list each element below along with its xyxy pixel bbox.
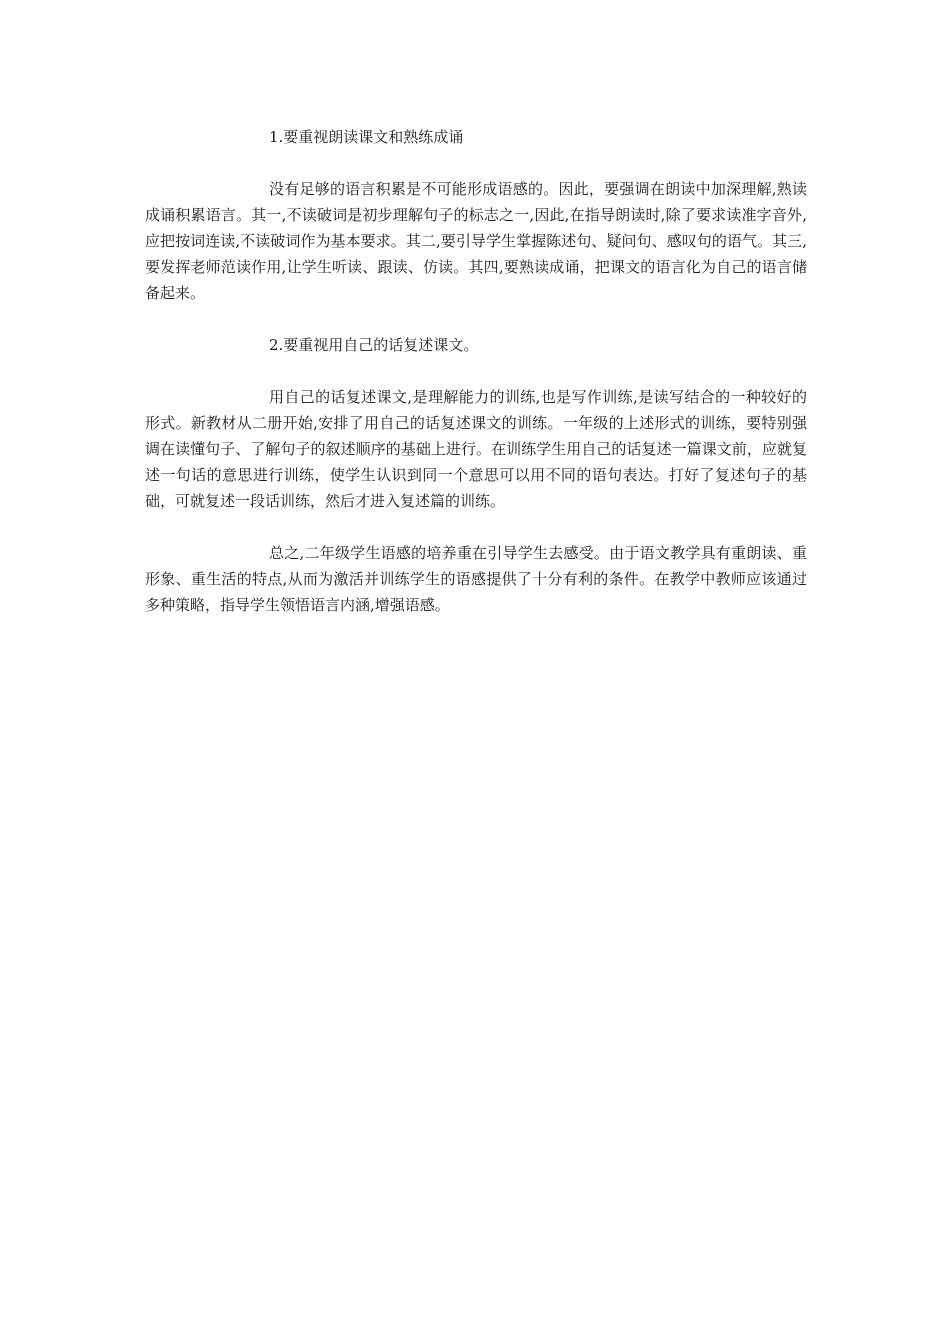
document-body xyxy=(145,124,807,644)
section-2-heading: 2.要重视用自己的话复述课文。 xyxy=(269,336,479,354)
section-1-heading: 1.要重视朗读课文和熟练成诵 xyxy=(269,128,464,146)
section-1-paragraph: 没有足够的语言积累是不可能形成语感的。因此，要强调在朗读中加深理解,熟读成诵积累语言。其一,不读破词是初步理解句子的标志之一,因此,在指导朗读时,除了要求读准字音外,应把按词连读,不读破词作为基本要求。其二,要引导学生掌握陈述句、疑问句、感叹句的语气。其三,要发挥老师范读作用,让学生听读、跟读、仿读。其四,要熟读成诵，把课文的语言化为自己的语言储备起来。 xyxy=(145,180,807,302)
conclusion-paragraph: 总之,二年级学生语感的培养重在引导学生去感受。由于语文教学具有重朗读、重形象、重生活的特点,从而为激活并训练学生的语感提供了十分有利的条件。在教学中教师应该通过多种策略，指导学生领悟语言内涵,增强语感。 xyxy=(145,544,807,614)
section-2-paragraph: 用自己的话复述课文,是理解能力的训练,也是写作训练,是读写结合的一种较好的形式。新教材从二册开始,安排了用自己的话复述课文的训练。一年级的上述形式的训练，要特别强调在读懂句子、了解句子的叙述顺序的基础上进行。在训练学生用自己的话复述一篇课文前，应就复述一句话的意思进行训练，使学生认识到同一个意思可以用不同的语句表达。打好了复述句子的基础，可就复述一段话训练，然后才进入复述篇的训练。 xyxy=(145,388,807,510)
